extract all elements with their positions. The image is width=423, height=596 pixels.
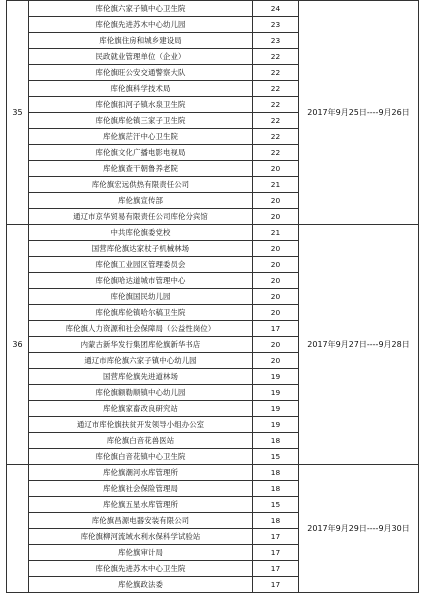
count-cell: 15 <box>253 449 299 465</box>
count-cell: 20 <box>253 257 299 273</box>
unit-name-cell: 内蒙古新华发行集团库伦旗新华书店 <box>29 337 253 353</box>
unit-name-cell: 库伦旗旺公安交通警察大队 <box>29 65 253 81</box>
count-cell: 20 <box>253 209 299 225</box>
count-cell: 17 <box>253 577 299 593</box>
count-cell: 18 <box>253 465 299 481</box>
unit-name-cell: 通辽市库伦旗六家子镇中心幼儿园 <box>29 353 253 369</box>
unit-name-cell: 库伦旗五星水库管理所 <box>29 497 253 513</box>
count-cell: 20 <box>253 193 299 209</box>
count-cell: 15 <box>253 497 299 513</box>
table-row <box>7 225 419 241</box>
unit-name-cell: 通辽市库伦旗扶贫开发领导小组办公室 <box>29 417 253 433</box>
schedule-table-body <box>7 1 419 593</box>
count-cell: 17 <box>253 545 299 561</box>
count-cell: 20 <box>253 305 299 321</box>
unit-name-cell: 库伦旗先进苏木中心幼儿园 <box>29 17 253 33</box>
count-cell: 22 <box>253 81 299 97</box>
unit-name-cell: 库伦旗柳河流域水利水保科学试验站 <box>29 529 253 545</box>
unit-name-cell: 库伦旗先进苏木中心卫生院 <box>29 561 253 577</box>
count-cell: 21 <box>253 225 299 241</box>
unit-name-cell: 国营库伦旗先进道林场 <box>29 369 253 385</box>
count-cell: 17 <box>253 529 299 545</box>
count-cell: 22 <box>253 129 299 145</box>
date-range-cell: 2017年9月27日----9月28日 <box>299 225 419 465</box>
unit-name-cell: 库伦旗社会保险管理局 <box>29 481 253 497</box>
unit-name-cell: 库伦旗茫汗中心卫生院 <box>29 129 253 145</box>
unit-name-cell: 库伦旗家畜改良研究站 <box>29 401 253 417</box>
unit-name-cell: 库伦旗政法委 <box>29 577 253 593</box>
unit-name-cell: 库伦旗审计局 <box>29 545 253 561</box>
unit-name-cell: 库伦旗潮河水库管理所 <box>29 465 253 481</box>
unit-name-cell: 库伦旗扣河子镇水泉卫生院 <box>29 97 253 113</box>
count-cell: 20 <box>253 337 299 353</box>
count-cell: 22 <box>253 65 299 81</box>
count-cell: 20 <box>253 353 299 369</box>
batch-number-cell: 35 <box>7 1 29 225</box>
unit-name-cell: 库伦旗昌源电器安装有限公司 <box>29 513 253 529</box>
table-row <box>7 465 419 481</box>
count-cell: 17 <box>253 561 299 577</box>
count-cell: 22 <box>253 113 299 129</box>
schedule-table <box>6 0 419 593</box>
batch-number-cell: 36 <box>7 225 29 465</box>
unit-name-cell: 库伦旗住房和城乡建设局 <box>29 33 253 49</box>
count-cell: 21 <box>253 177 299 193</box>
count-cell: 20 <box>253 161 299 177</box>
date-range-cell: 2017年9月29日----9月30日 <box>299 465 419 593</box>
unit-name-cell: 库伦旗额勒顺镇中心幼儿园 <box>29 385 253 401</box>
count-cell: 19 <box>253 369 299 385</box>
unit-name-cell: 库伦旗宏远供热有限责任公司 <box>29 177 253 193</box>
date-range-cell: 2017年9月25日----9月26日 <box>299 1 419 225</box>
count-cell: 24 <box>253 1 299 17</box>
unit-name-cell: 中共库伦旗委党校 <box>29 225 253 241</box>
unit-name-cell: 库伦旗文化广播电影电视局 <box>29 145 253 161</box>
unit-name-cell: 库伦旗库伦镇三家子卫生院 <box>29 113 253 129</box>
count-cell: 19 <box>253 401 299 417</box>
table-row <box>7 1 419 17</box>
unit-name-cell: 库伦旗国民幼儿园 <box>29 289 253 305</box>
count-cell: 23 <box>253 33 299 49</box>
count-cell: 22 <box>253 145 299 161</box>
count-cell: 18 <box>253 481 299 497</box>
count-cell: 18 <box>253 513 299 529</box>
unit-name-cell: 库伦旗科学技术局 <box>29 81 253 97</box>
unit-name-cell: 库伦旗宣传部 <box>29 193 253 209</box>
schedule-table-sheet <box>6 0 418 596</box>
unit-name-cell: 民政就业管理单位（企业） <box>29 49 253 65</box>
unit-name-cell: 国营库伦旗达家杖子机械林场 <box>29 241 253 257</box>
unit-name-cell: 通辽市京华贸易有限责任公司库伦分宾馆 <box>29 209 253 225</box>
count-cell: 20 <box>253 289 299 305</box>
count-cell: 20 <box>253 273 299 289</box>
unit-name-cell: 库伦旗白音花镇中心卫生院 <box>29 449 253 465</box>
count-cell: 19 <box>253 417 299 433</box>
count-cell: 18 <box>253 433 299 449</box>
count-cell: 23 <box>253 17 299 33</box>
unit-name-cell: 库伦旗工业园区管理委员会 <box>29 257 253 273</box>
unit-name-cell: 库伦旗哈达道城市管理中心 <box>29 273 253 289</box>
count-cell: 22 <box>253 97 299 113</box>
unit-name-cell: 库伦旗六家子镇中心卫生院 <box>29 1 253 17</box>
count-cell: 19 <box>253 385 299 401</box>
unit-name-cell: 库伦旗查干朝鲁养老院 <box>29 161 253 177</box>
unit-name-cell: 库伦旗库伦镇哈尔稿卫生院 <box>29 305 253 321</box>
count-cell: 20 <box>253 241 299 257</box>
unit-name-cell: 库伦旗人力资源和社会保障局（公益性岗位） <box>29 321 253 337</box>
unit-name-cell: 库伦旗白音花兽医站 <box>29 433 253 449</box>
batch-number-cell <box>7 465 29 593</box>
count-cell: 22 <box>253 49 299 65</box>
count-cell: 17 <box>253 321 299 337</box>
